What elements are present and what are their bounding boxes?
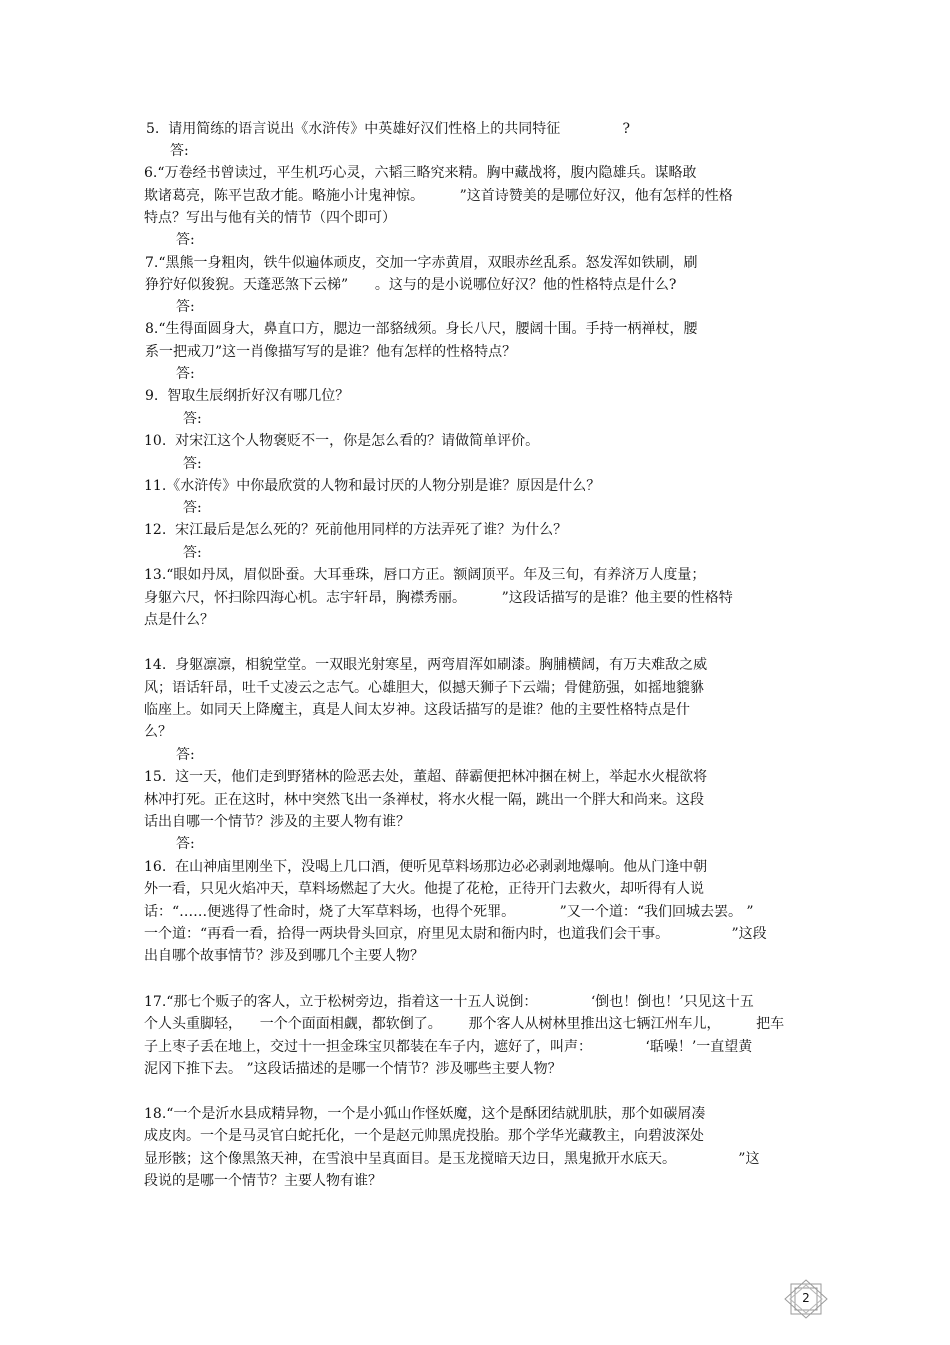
q7-answer-label: 答:: [176, 299, 195, 315]
page-number: 2: [802, 1291, 810, 1305]
q14-line-4: 么？: [144, 724, 172, 740]
q14-line-3: 临座上。如同天上降魔主，真是人间太岁神。这段话描写的是谁？他的主要性格特点是什: [144, 702, 690, 718]
q8-line-2: 系一把戒刀”这一肖像描写写的是谁？他有怎样的性格特点？: [145, 344, 517, 360]
q6-line-1: 6.“万卷经书曾读过，平生机巧心灵，六韬三略究来精。胸中藏战将，腹内隐雄兵。谋略敢: [144, 165, 697, 181]
page-number-badge: [783, 1279, 829, 1319]
q5-line-1: 5. 请用简练的语言说出《水浒传》中英雄好汉们性格上的共同特征 ?: [146, 121, 631, 137]
q18-line-2: 成皮肉。一个是马灵官白蛇托化，一个是赵元帅黑虎投胎。那个学华光藏教主，向碧波深处: [144, 1128, 704, 1144]
q9-answer-label: 答:: [183, 411, 202, 427]
q13-line-1: 13.“眼如丹凤，眉似卧蚕。大耳垂珠，唇口方正。额阔顶平。年及三旬，有养济万人度量；: [144, 567, 706, 583]
q9-line-1: 9. 智取生辰纲折好汉有哪几位？: [145, 388, 350, 404]
q15-answer-label: 答:: [176, 836, 195, 852]
q6-answer-label: 答:: [176, 232, 195, 248]
q14-line-2: 风；语话轩昂，吐千丈凌云之志气。心雄胆大，似撼天狮子下云端；骨健筋强，如摇地貔貅: [144, 680, 704, 696]
q10-line-1: 10. 对宋江这个人物褒贬不一，你是怎么看的？请做简单评价。: [144, 433, 540, 449]
q12-answer-label: 答:: [183, 545, 202, 561]
q13-line-2: 身躯六尺，怀扫除四海心机。志宇轩昂，胸襟秀丽。 ”这段话描写的是谁？他主要的性格特: [144, 590, 733, 606]
q5-answer-label: 答:: [170, 143, 189, 159]
q15-line-2: 林冲打死。正在这时，林中突然飞出一条禅杖，将水火棍一隔，跳出一个胖大和尚来。这段: [144, 792, 704, 808]
q16-line-4: 一个道：“再看一看，拾得一两块骨头回京，府里见太尉和衙内时，也道我们会干事。 ”这段: [144, 926, 767, 942]
q15-line-3: 话出自哪一个情节？涉及的主要人物有谁？: [144, 814, 410, 830]
q16-line-2: 外一看，只见火焰冲天，草料场燃起了大火。他提了花枪，正待开门去救火，却听得有人说: [144, 881, 704, 897]
q8-line-1: 8.“生得面圆身大，鼻直口方，腮边一部貉绒须。身长八尺，腰阔十围。手持一柄禅杖，腰: [145, 321, 698, 337]
q6-line-3: 特点？写出与他有关的情节（四个即可）: [144, 210, 396, 226]
q18-line-1: 18.“一个是沂水县成精异物，一个是小狐山作怪妖魔，这个是酥团结就肌肤，那个如碳屑凑: [144, 1106, 706, 1122]
q17-line-4: 泥冈下推下去。 ”这段话描述的是哪一个情节？涉及哪些主要人物？: [144, 1061, 562, 1077]
q7-line-2: 狰狞好似狻猊。天蓬恶煞下云梯” 。这与的是小说哪位好汉？他的性格特点是什么?: [145, 277, 677, 293]
q16-line-1: 16. 在山神庙里刚坐下，没喝上几口酒，便听见草料场那边必必剥剥地爆响。他从门逢中朝: [144, 859, 708, 875]
q14-line-1: 14. 身躯凛凛，相貌堂堂。一双眼光射寒星，两弯眉浑如刷漆。胸脯横阔，有万夫难敌之威: [144, 657, 708, 673]
q17-line-1: 17.“那七个贩子的客人，立于松树旁边，指着这一十五人说倒： ‘倒也！倒也！’只见这十五: [144, 994, 754, 1010]
q15-line-1: 15. 这一天，他们走到野猪林的险恶去处，董超、薛霸便把林冲捆在树上，举起水火棍欲将: [144, 769, 708, 785]
q7-line-1: 7.“黑熊一身粗肉，铁牛似遍体顽皮，交加一字赤黄眉，双眼赤丝乱系。怒发浑如铁刷，刷: [145, 255, 698, 271]
q16-line-5: 出自哪个故事情节？涉及到哪几个主要人物？: [144, 948, 424, 964]
q17-line-3: 子上枣子丢在地上，交过十一担金珠宝贝都装在车子内，遮好了，叫声： ‘聒噪！’一直望黄: [144, 1039, 753, 1055]
q13-line-3: 点是什么？: [144, 612, 214, 628]
q18-line-3: 显形骸；这个像黑煞天神，在雪浪中呈真面目。是玉龙搅暗天边日，黑鬼掀开水底天。 ”这: [144, 1151, 760, 1167]
q14-answer-label: 答:: [176, 747, 195, 763]
q11-line-1: 11.《水浒传》中你最欣赏的人物和最讨厌的人物分别是谁？原因是什么？: [144, 478, 601, 494]
q8-answer-label: 答:: [176, 366, 195, 382]
q17-line-2: 个人头重脚轻， 一个个面面相觑，都软倒了。 那个客人从树林里推出这七辆江州车儿， 把车: [144, 1016, 785, 1032]
q11-answer-label: 答:: [183, 500, 202, 516]
q12-line-1: 12. 宋江最后是怎么死的？死前他用同样的方法弄死了谁？为什么？: [144, 522, 568, 538]
q10-answer-label: 答:: [183, 456, 202, 472]
q16-line-3: 话：“……便逃得了性命时，烧了大军草料场，也得个死罪。 ”又一个道：“我们回城去罢。 ”: [144, 904, 754, 920]
q6-line-2: 欺诸葛亮，陈平岂敌才能。略施小计鬼神惊。 ”这首诗赞美的是哪位好汉，他有怎样的性格: [144, 188, 733, 204]
q18-line-4: 段说的是哪一个情节？主要人物有谁？: [144, 1173, 382, 1189]
